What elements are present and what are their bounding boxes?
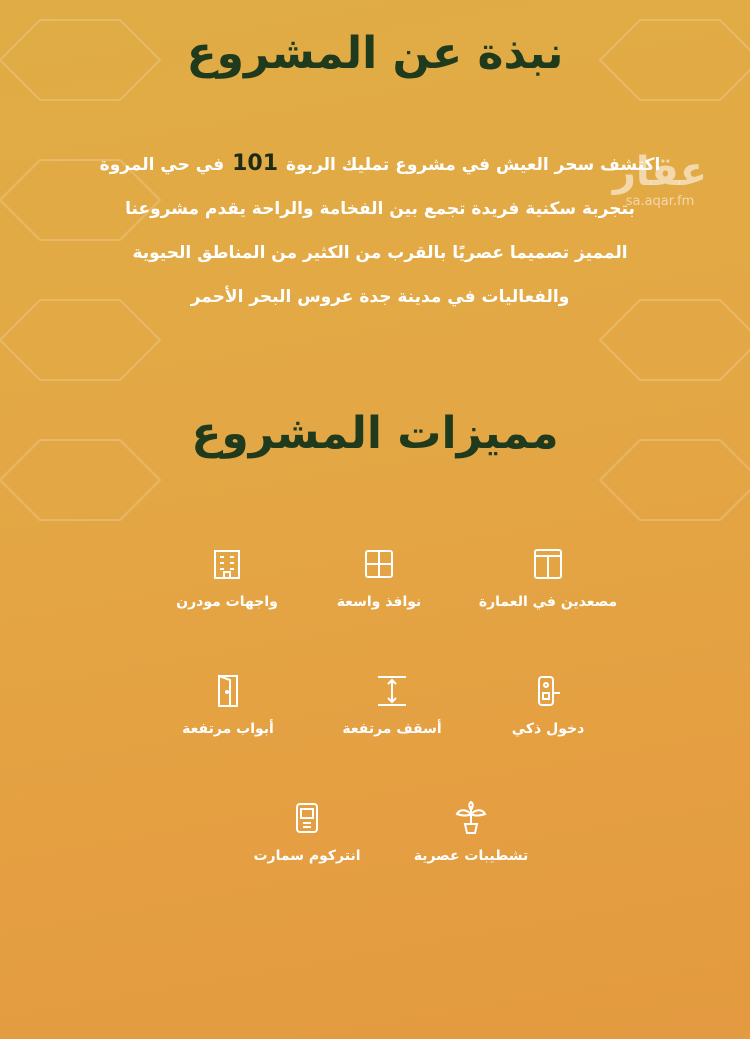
building-icon bbox=[209, 546, 245, 582]
window-icon bbox=[361, 546, 397, 582]
elevator-icon bbox=[530, 546, 566, 582]
door-icon bbox=[210, 673, 246, 709]
features-title: مميزات المشروع bbox=[191, 408, 559, 459]
about-line-4: والفعاليات في مدينة جدة عروس البحر الأحمر bbox=[190, 287, 570, 307]
watermark bbox=[610, 150, 710, 209]
feature-label: تشطيبات عصرية bbox=[413, 848, 529, 864]
feature-facades bbox=[142, 546, 312, 610]
feature-label: واجهات مودرن bbox=[176, 594, 278, 610]
feature-high-ceilings bbox=[307, 673, 477, 737]
watermark-logo: عقار bbox=[612, 149, 708, 195]
feature-smart-intercom bbox=[222, 800, 392, 864]
feature-label: أبواب مرتفعة bbox=[182, 721, 274, 737]
about-paragraph bbox=[80, 142, 680, 319]
smart-lock-icon bbox=[530, 673, 566, 709]
feature-smart-entry bbox=[463, 673, 633, 737]
about-title: نبذة عن المشروع bbox=[186, 28, 564, 79]
feature-label: مصعدين في العمارة bbox=[478, 594, 618, 610]
feature-label: انتركوم سمارت bbox=[253, 848, 361, 864]
feature-high-doors bbox=[143, 673, 313, 737]
feature-label: دخول ذكي bbox=[511, 721, 585, 737]
feature-label: نوافذ واسعة bbox=[336, 594, 422, 610]
about-line-2: بتجربة سكنية فريدة تجمع بين الفخامة والراحة يقدم مشروعنا bbox=[125, 199, 635, 219]
about-line-3: المميز تصميما عصريًا بالقرب من الكثير من المناطق الحيوية bbox=[132, 243, 628, 263]
intercom-icon bbox=[289, 800, 325, 836]
about-number: 101 bbox=[232, 151, 279, 176]
watermark-url: sa.aqar.fm bbox=[625, 194, 695, 209]
about-line-1a: اكتشف سحر العيش في مشروع تمليك الربوة bbox=[286, 155, 661, 175]
feature-label: أسقف مرتفعة bbox=[342, 721, 442, 737]
feature-windows bbox=[294, 546, 464, 610]
about-line-1 bbox=[80, 142, 680, 187]
about-line-1b: في حي المروة bbox=[99, 155, 225, 175]
feature-elevators bbox=[463, 546, 633, 610]
plant-icon bbox=[453, 800, 489, 836]
ceiling-height-icon bbox=[374, 673, 410, 709]
feature-modern-finishes bbox=[386, 800, 556, 864]
